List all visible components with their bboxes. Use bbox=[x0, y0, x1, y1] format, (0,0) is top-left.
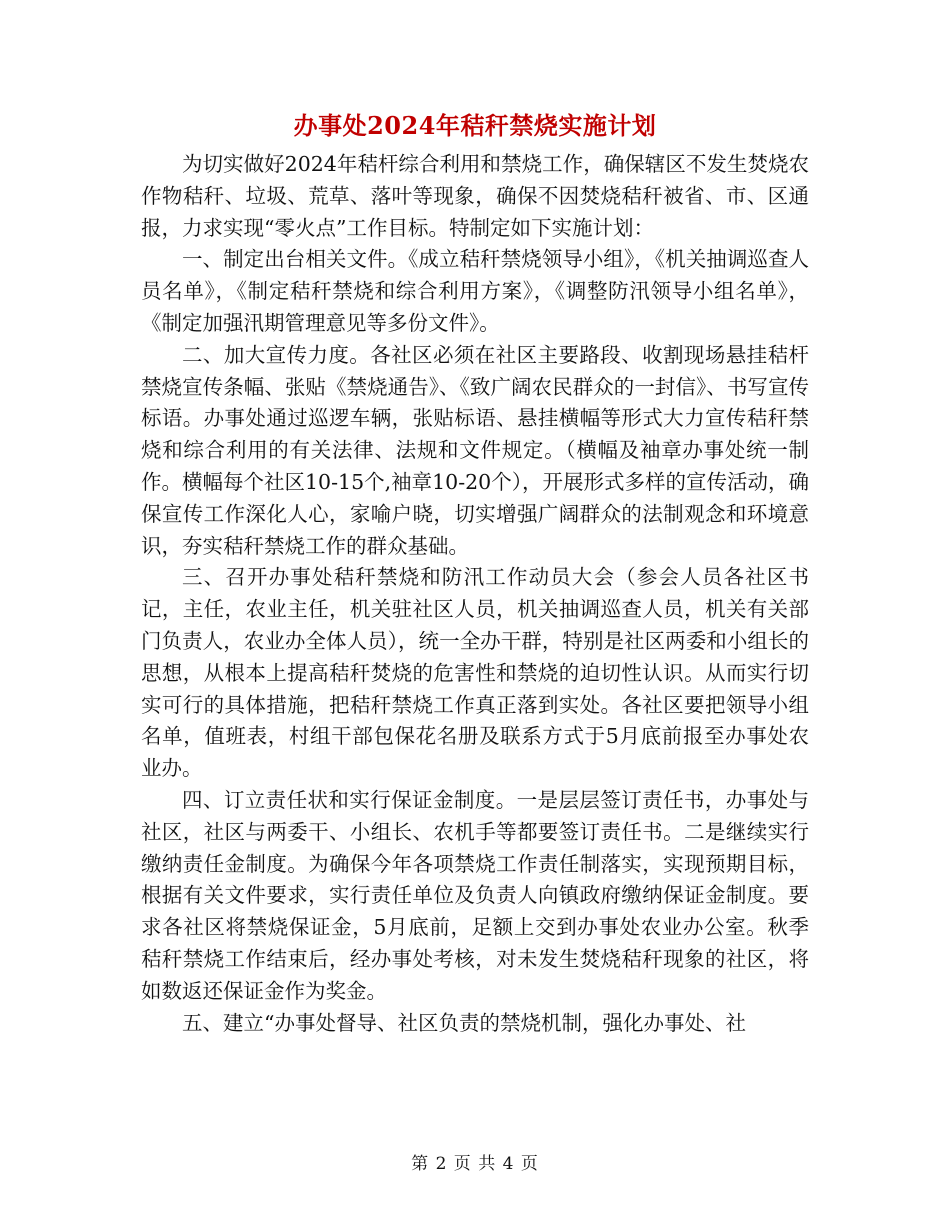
section-5-paragraph: 五、建立“办事处督导、社区负责的禁烧机制，强化办事处、社 bbox=[182, 1010, 746, 1035]
section-2-paragraph: 二、加大宣传力度。各社区必须在社区主要路段、收割现场悬挂秸杆禁烧宣传条幅、张贴《禁烧通告》、《致广阔农民群众的一封信》、书写宣传标语。办事处通过巡逻车辆，张贴标语、悬挂横幅等形式大力宣传秸秆禁烧和综合利用的有关法律、法规和文件规定。（横幅及袖章办事处统一制作。横幅每个社区10-15个,袖章10-20个），开展形式多样的宣传活动，确保宣传工作深化人心，家喻户晓，切实增强广阔群众的法制观念和环境意识，夯实秸秆禁烧工作的群众基础。 bbox=[141, 342, 809, 558]
document-title: 办事处2024年秸秆禁烧实施计划 bbox=[293, 111, 657, 140]
page-number-footer: 第 2 页 共 4 页 bbox=[411, 1154, 539, 1174]
document-body bbox=[141, 149, 809, 1039]
section-4-paragraph: 四、订立责任状和实行保证金制度。一是层层签订责任书，办事处与社区，社区与两委干、小组长、农机手等都要签订责任书。二是继续实行缴纳责任金制度。为确保今年各项禁烧工作责任制落实，实现预期目标，根据有关文件要求，实行责任单位及负责人向镇政府缴纳保证金制度。要求各社区将禁烧保证金，5月底前，足额上交到办事处农业办公室。秋季秸秆禁烧工作结束后，经办事处考核，对未发生焚烧秸秆现象的社区，将如数返还保证金作为奖金。 bbox=[141, 787, 809, 1003]
section-1-paragraph: 一、制定出台相关文件。《成立秸秆禁烧领导小组》，《机关抽调巡查人员名单》，《制定秸秆禁烧和综合利用方案》，《调整防汛领导小组名单》，《制定加强汛期管理意见等多份文件》。 bbox=[141, 247, 809, 335]
section-3-paragraph: 三、召开办事处秸秆禁烧和防汛工作动员大会（参会人员各社区书记，主任，农业主任，机关驻社区人员，机关抽调巡查人员，机关有关部门负责人，农业办全体人员），统一全办干群，特别是社区两委和小组长的思想，从根本上提高秸秆焚烧的危害性和禁烧的迫切性认识。从而实行切实可行的具体措施，把秸秆禁烧工作真正落到实处。各社区要把领导小组名单，值班表，村组干部包保花名册及联系方式于5月底前报至办事处农业办。 bbox=[141, 565, 809, 781]
intro-paragraph: 为切实做好2024年秸杆综合利用和禁烧工作，确保辖区不发生焚烧农作物秸秆、垃圾、荒草、落叶等现象，确保不因焚烧秸秆被省、市、区通报，力求实现“零火点”工作目标。特制定如下实施计划： bbox=[141, 152, 809, 240]
